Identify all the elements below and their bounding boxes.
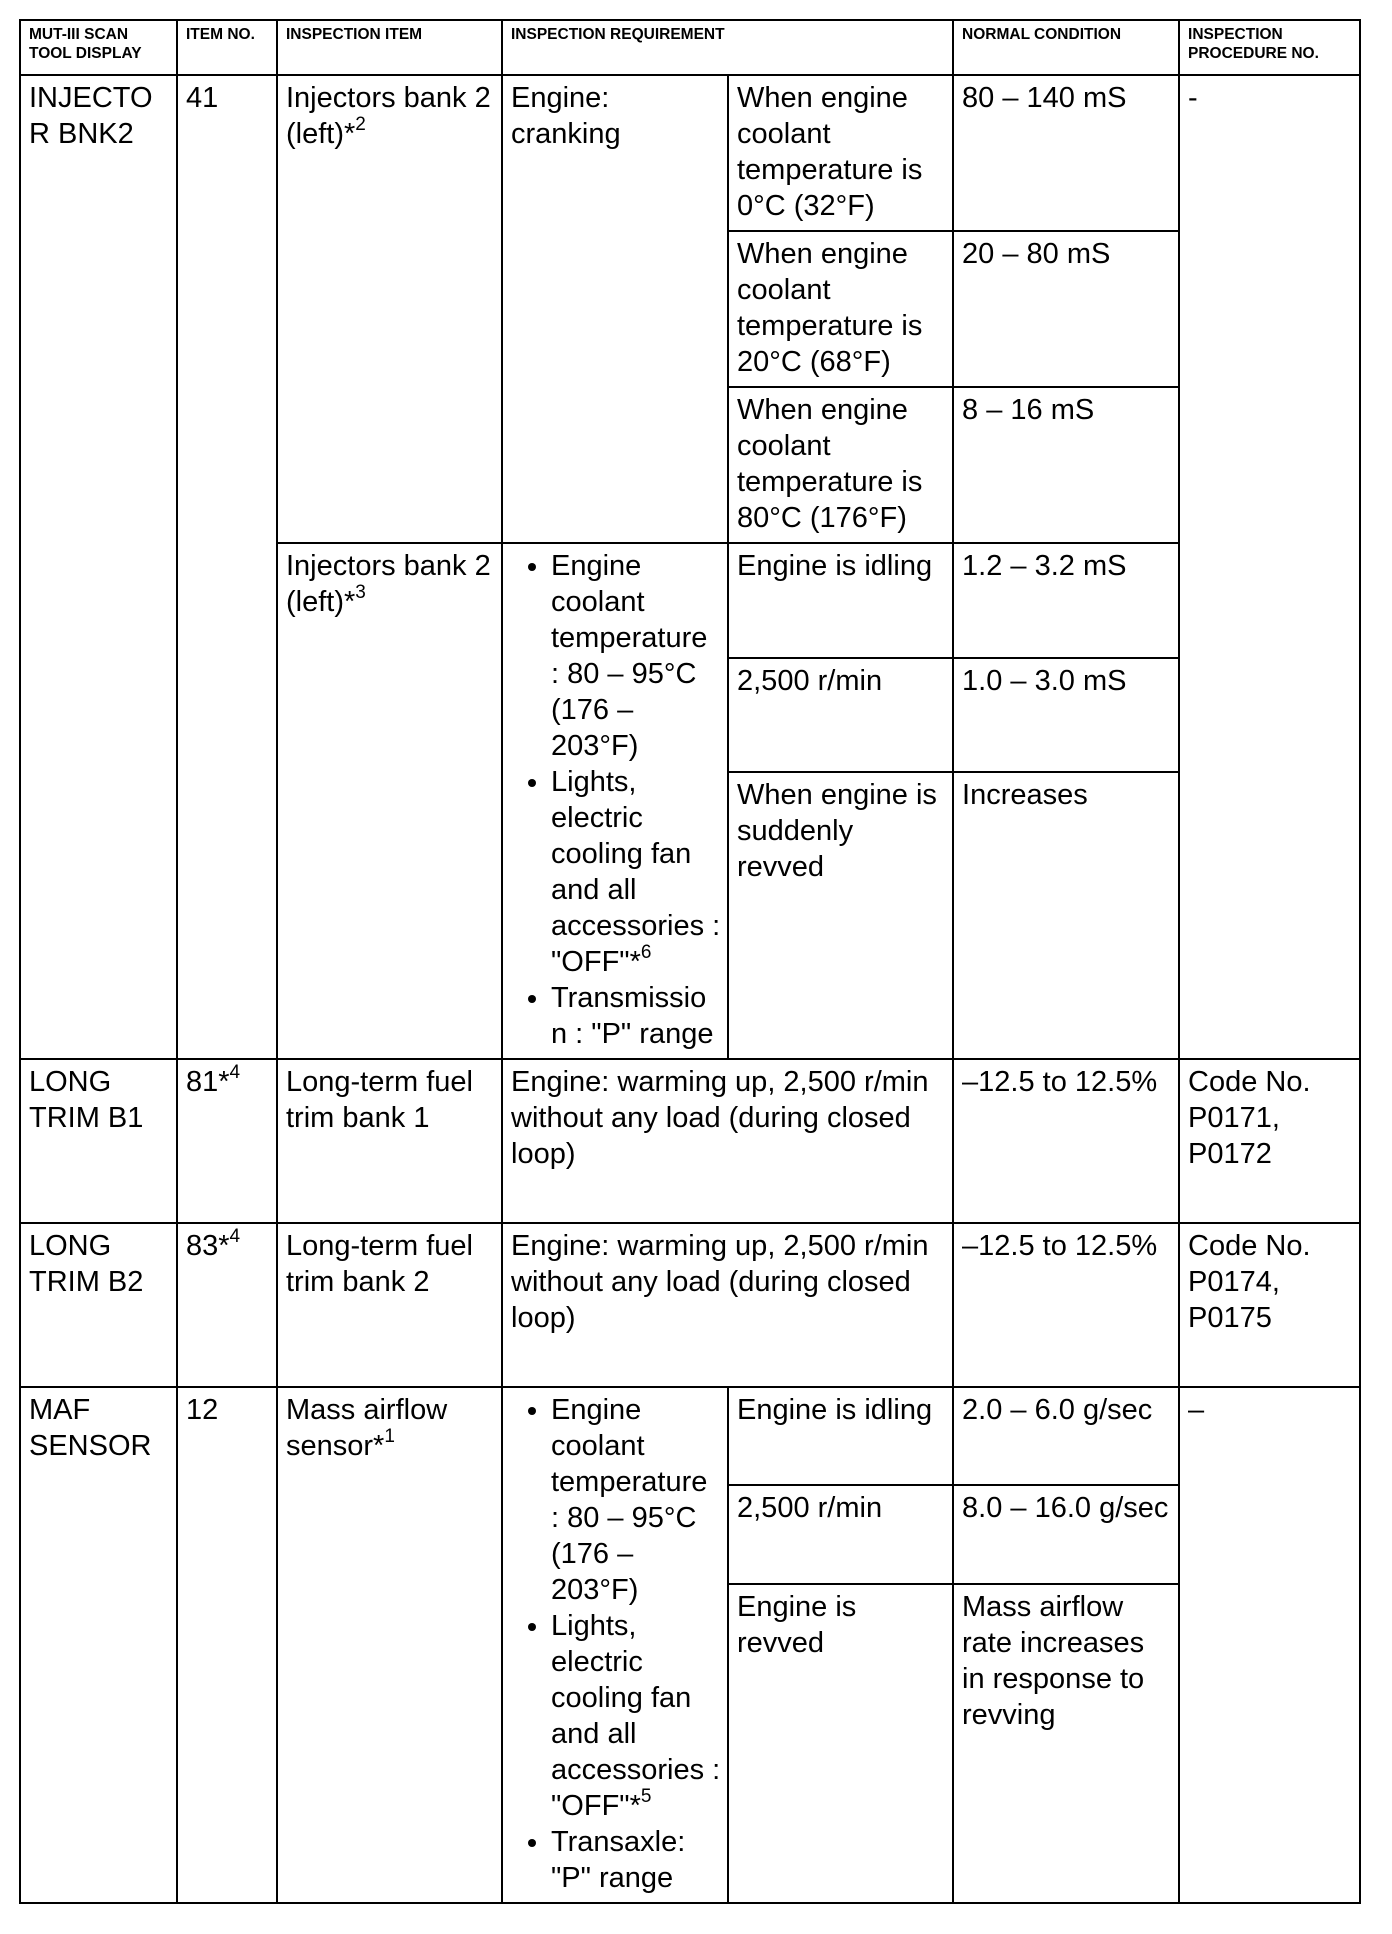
long-trim-b2-item: Long-term fuel trim bank 2	[277, 1223, 502, 1387]
table-row	[20, 1059, 1360, 1223]
list-item: • Lights, electric cooling fan and all accessories : "OFF"*$^5$	[551, 1608, 721, 1824]
condition-cell: 2,500 r/min	[728, 658, 953, 773]
maf-item-no: 12	[177, 1387, 277, 1903]
maf-display: MAF SENSOR	[20, 1387, 177, 1903]
long-trim-b1-procedure: Code No. P0171, P0172	[1179, 1059, 1360, 1223]
header-inspection-item: INSPECTION ITEM	[277, 20, 502, 75]
injector-idling-item: Injectors bank 2 (left)*$^3$	[277, 543, 502, 1059]
table-row	[20, 75, 1360, 231]
condition-cell: When engine coolant temperature is 80°C (176°F)	[728, 387, 953, 543]
header-procedure: INSPECTION PROCEDURE NO.	[1179, 20, 1360, 75]
condition-cell: Engine is idling	[728, 1387, 953, 1485]
condition-cell: Engine is idling	[728, 543, 953, 658]
requirement-list	[511, 548, 721, 1052]
normal-cell: 80 – 140 mS	[953, 75, 1179, 231]
requirement-list	[511, 1392, 721, 1896]
header-inspection-requirement: INSPECTION REQUIREMENT	[502, 20, 953, 75]
normal-cell: 8.0 – 16.0 g/sec	[953, 1485, 1179, 1583]
long-trim-b2-normal: –12.5 to 12.5%	[953, 1223, 1179, 1387]
long-trim-b1-normal: –12.5 to 12.5%	[953, 1059, 1179, 1223]
long-trim-b1-item-no: 81*$^4$	[177, 1059, 277, 1223]
list-item: • Engine coolant temperature : 80 – 95°C (176 – 203°F)	[551, 548, 721, 764]
inspection-sheet	[19, 19, 1359, 1904]
list-item: • Lights, electric cooling fan and all accessories : "OFF"*$^6$	[551, 764, 721, 980]
maf-requirement	[502, 1387, 728, 1903]
condition-cell: When engine coolant temperature is 20°C (68°F)	[728, 231, 953, 387]
injector-procedure: -	[1179, 75, 1360, 1059]
long-trim-b2-item-no: 83*$^4$	[177, 1223, 277, 1387]
injector-item-no: 41	[177, 75, 277, 1059]
header-row	[20, 20, 1360, 75]
injector-cranking-item: Injectors bank 2 (left)*$^2$	[277, 75, 502, 543]
condition-cell: 2,500 r/min	[728, 1485, 953, 1583]
long-trim-b1-requirement: Engine: warming up, 2,500 r/min without any load (during closed loop)	[502, 1059, 953, 1223]
injector-display: INJECTO R BNK2	[20, 75, 177, 1059]
maf-procedure: –	[1179, 1387, 1360, 1903]
inspection-table	[19, 19, 1361, 1904]
list-item: • Engine coolant temperature : 80 – 95°C (176 – 203°F)	[551, 1392, 721, 1608]
list-item: • Transaxle: "P" range	[551, 1824, 721, 1896]
normal-cell: 2.0 – 6.0 g/sec	[953, 1387, 1179, 1485]
long-trim-b1-display: LONG TRIM B1	[20, 1059, 177, 1223]
condition-cell: Engine is revved	[728, 1584, 953, 1903]
header-item-no: ITEM NO.	[177, 20, 277, 75]
normal-cell: 20 – 80 mS	[953, 231, 1179, 387]
condition-cell: When engine is suddenly revved	[728, 772, 953, 1059]
long-trim-b1-item: Long-term fuel trim bank 1	[277, 1059, 502, 1223]
maf-item: Mass airflow sensor*$^1$	[277, 1387, 502, 1903]
injector-cranking-requirement: Engine: cranking	[502, 75, 728, 543]
normal-cell: 1.2 – 3.2 mS	[953, 543, 1179, 658]
long-trim-b2-procedure: Code No. P0174, P0175	[1179, 1223, 1360, 1387]
header-normal-condition: NORMAL CONDITION	[953, 20, 1179, 75]
condition-cell: When engine coolant temperature is 0°C (32°F)	[728, 75, 953, 231]
table-row	[20, 1223, 1360, 1387]
list-item: • Transmission : "P" range	[551, 980, 721, 1052]
long-trim-b2-display: LONG TRIM B2	[20, 1223, 177, 1387]
normal-cell: Increases	[953, 772, 1179, 1059]
header-display: MUT-III SCAN TOOL DISPLAY	[20, 20, 177, 75]
long-trim-b2-requirement: Engine: warming up, 2,500 r/min without any load (during closed loop)	[502, 1223, 953, 1387]
normal-cell: 8 – 16 mS	[953, 387, 1179, 543]
injector-idling-requirement	[502, 543, 728, 1059]
table-row	[20, 1387, 1360, 1485]
normal-cell: Mass airflow rate increases in response to revving	[953, 1584, 1179, 1903]
normal-cell: 1.0 – 3.0 mS	[953, 658, 1179, 773]
